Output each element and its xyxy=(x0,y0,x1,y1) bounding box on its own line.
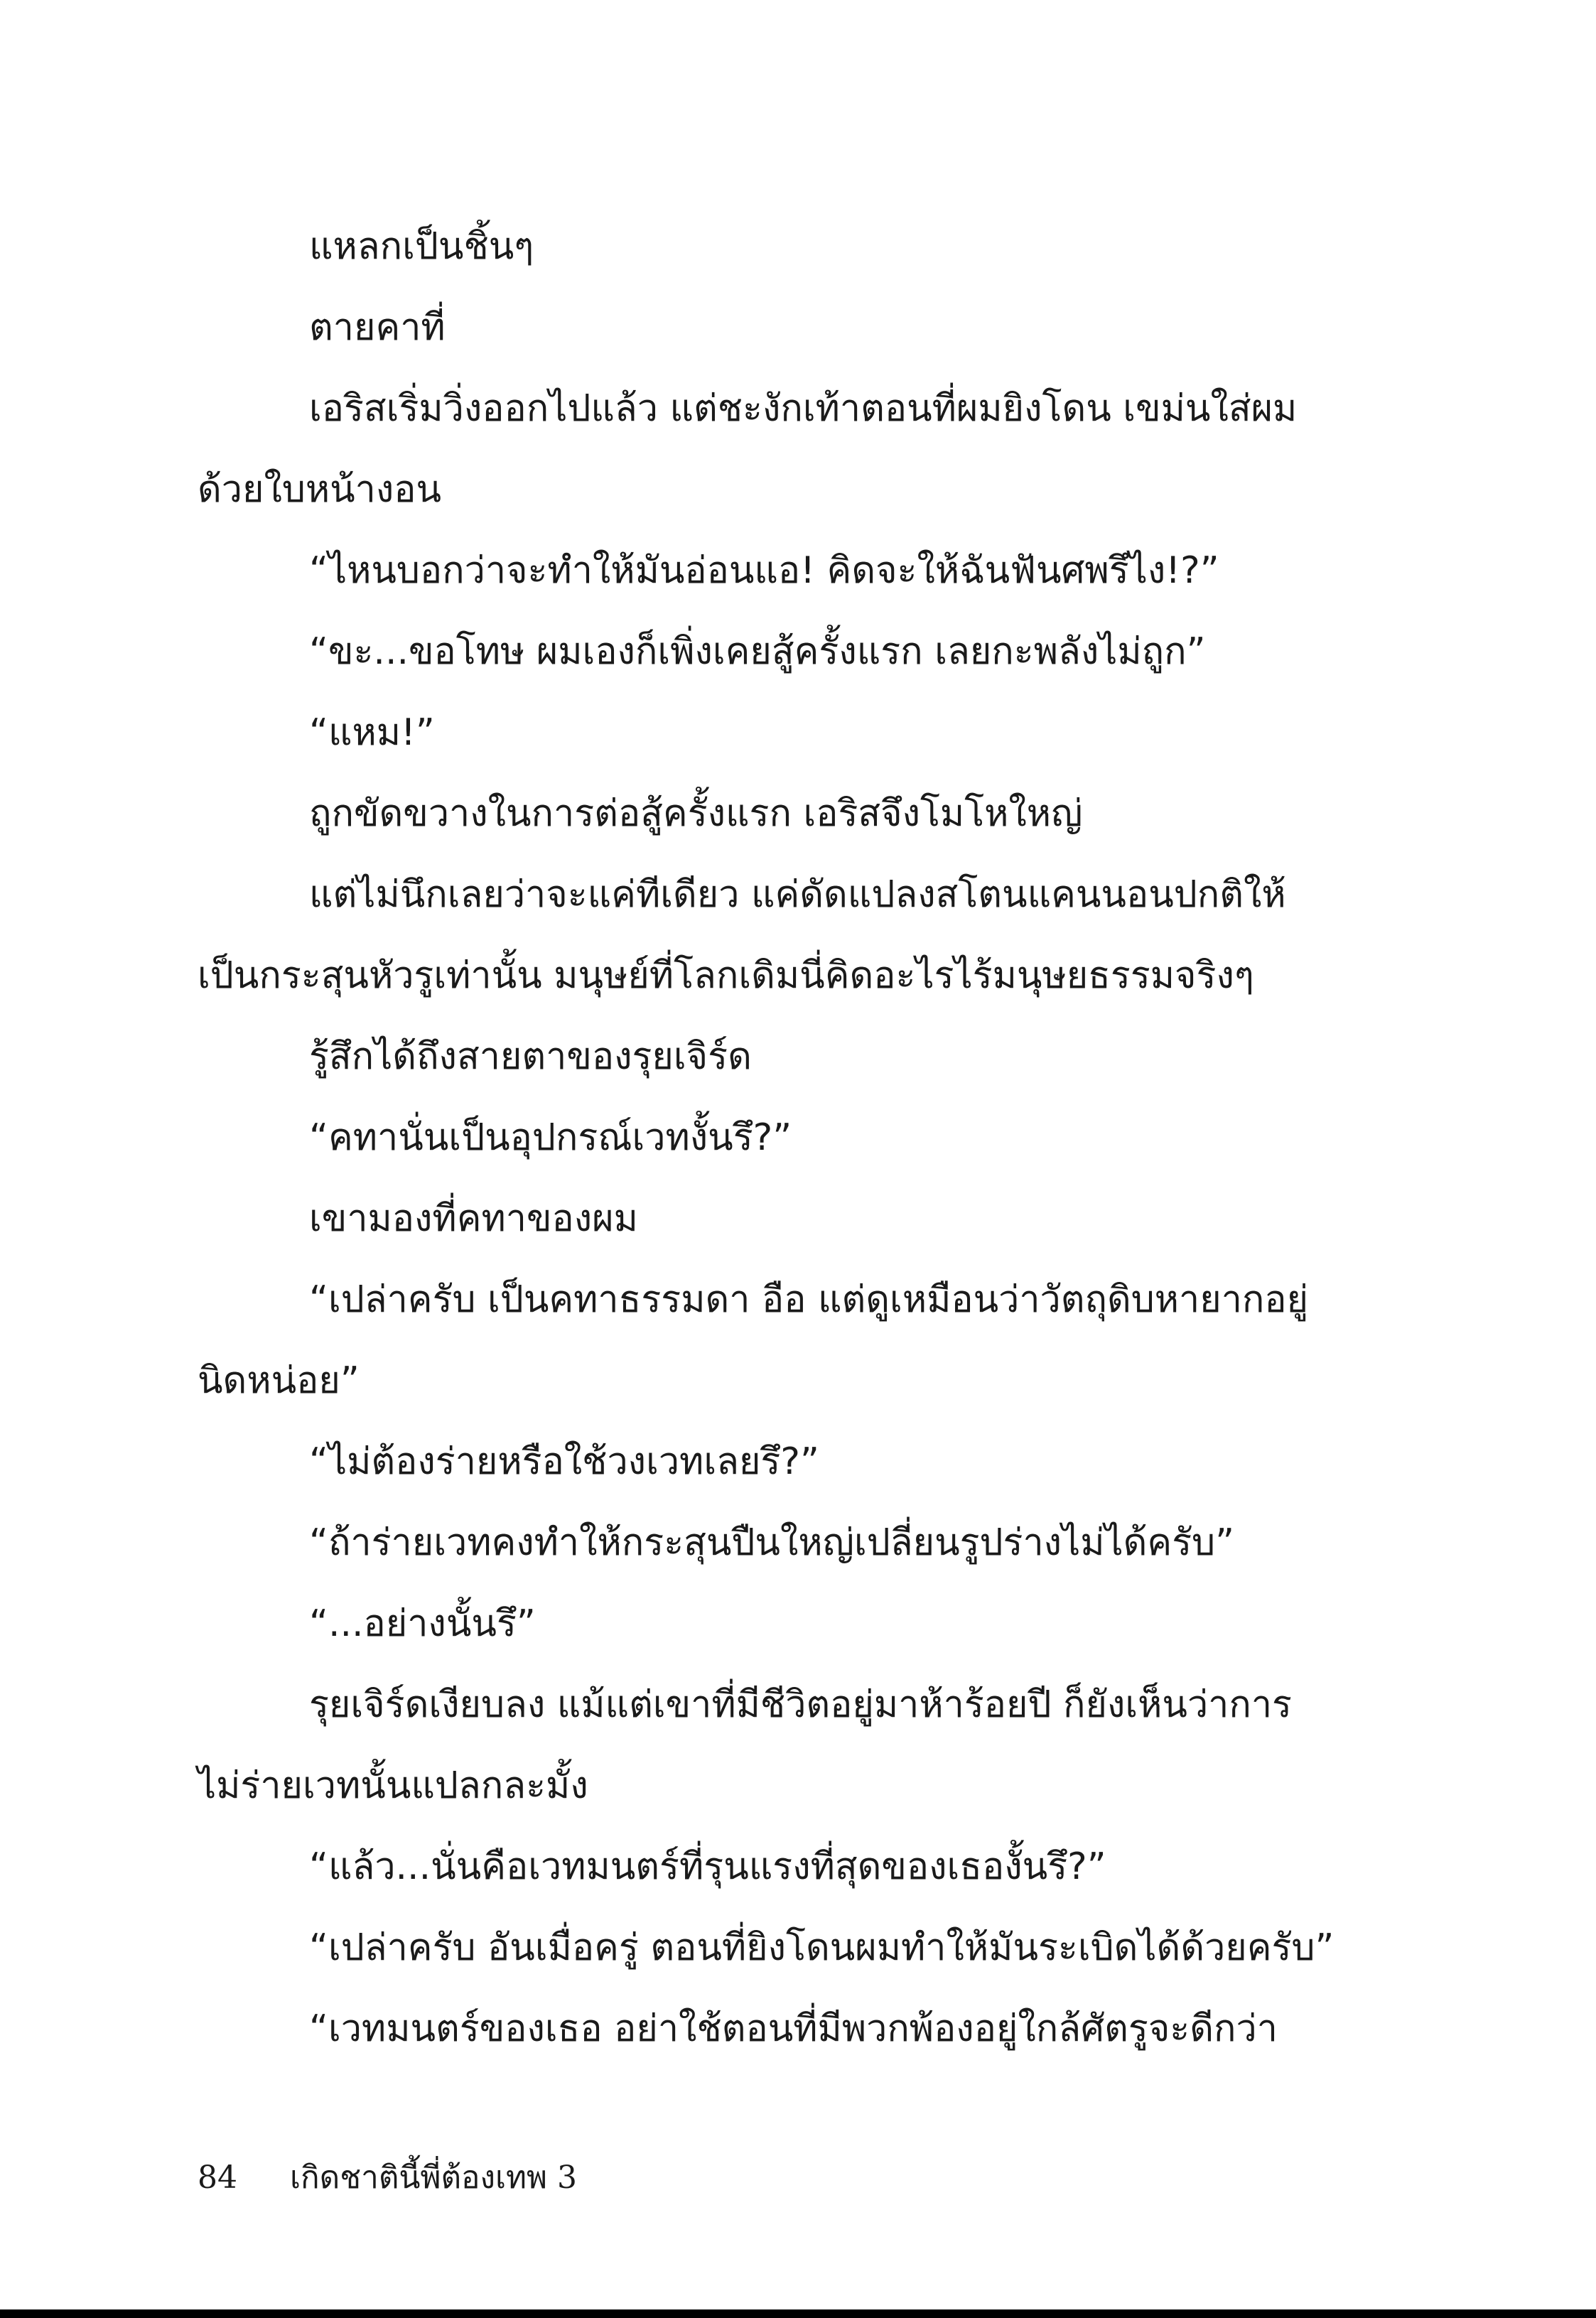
dialogue-line: “เปล่าครับ เป็นคทาธรรมดา อือ แต่ดูเหมือนว่าวัตถุดิบหายากอยู่ xyxy=(309,1278,1309,1321)
paragraph-line: เอริสเริ่มวิ่งออกไปแล้ว แต่ชะงักเท้าตอนที่ผมยิงโดน เขม่นใส่ผม xyxy=(309,387,1298,430)
paragraph-line: แต่ไม่นึกเลยว่าจะแค่ทีเดียว แค่ดัดแปลงสโตนแคนนอนปกติให้ xyxy=(309,873,1286,916)
paragraph-line: ถูกขัดขวางในการต่อสู้ครั้งแรก เอริสจึงโมโหใหญ่ xyxy=(309,792,1083,835)
paragraph-line: ด้วยใบหน้างอน xyxy=(198,468,442,511)
dialogue-line: “แล้ว...นั่นคือเวทมนตร์ที่รุนแรงที่สุดของเธองั้นรึ?” xyxy=(309,1845,1106,1888)
dialogue-line: “ไหนบอกว่าจะทำให้มันอ่อนแอ! คิดจะให้ฉันฟันศพรึไง!?” xyxy=(309,549,1219,592)
dialogue-line: “...อย่างนั้นรึ” xyxy=(309,1602,536,1645)
paragraph-line: รุยเจิร์ดเงียบลง แม้แต่เขาที่มีชีวิตอยู่มาห้าร้อยปี ก็ยังเห็นว่าการ xyxy=(309,1683,1292,1726)
dialogue-line: “ถ้าร่ายเวทคงทำให้กระสุนปืนใหญ่เปลี่ยนรูปร่างไม่ได้ครับ” xyxy=(309,1521,1235,1564)
page-footer xyxy=(198,2157,577,2199)
dialogue-line: “เวทมนตร์ของเธอ อย่าใช้ตอนที่มีพวกพ้องอยู่ใกล้ศัตรูจะดีกว่า xyxy=(309,2007,1278,2050)
page-number: 84 xyxy=(198,2160,237,2196)
paragraph-line: แหลกเป็นชิ้นๆ xyxy=(309,225,534,268)
dialogue-line: นิดหน่อย” xyxy=(198,1359,360,1402)
bottom-border xyxy=(0,2309,1596,2318)
dialogue-line: “ไม่ต้องร่ายหรือใช้วงเวทเลยรึ?” xyxy=(309,1440,819,1483)
dialogue-line: “แหม!” xyxy=(309,711,435,754)
paragraph-line: ไม่ร่ายเวทนั้นแปลกละมั้ง xyxy=(198,1764,588,1807)
body-text xyxy=(198,206,1335,2069)
paragraph-line: เขามองที่คทาของผม xyxy=(309,1197,638,1240)
paragraph-line: ตายคาที่ xyxy=(309,306,446,349)
book-title: เกิดชาตินี้พี่ต้องเทพ 3 xyxy=(290,2160,577,2196)
dialogue-line: “คทานั่นเป็นอุปกรณ์เวทงั้นรึ?” xyxy=(309,1116,792,1159)
paragraph-line: รู้สึกได้ถึงสายตาของรุยเจิร์ด xyxy=(309,1035,752,1078)
paragraph-line: เป็นกระสุนหัวรูเท่านั้น มนุษย์ที่โลกเดิมนี่คิดอะไรไร้มนุษยธรรมจริงๆ xyxy=(198,954,1254,997)
dialogue-line: “เปล่าครับ อันเมื่อครู่ ตอนที่ยิงโดนผมทำให้มันระเบิดได้ด้วยครับ” xyxy=(309,1926,1335,1969)
dialogue-line: “ขะ...ขอโทษ ผมเองก็เพิ่งเคยสู้ครั้งแรก เลยกะพลังไม่ถูก” xyxy=(309,630,1206,673)
